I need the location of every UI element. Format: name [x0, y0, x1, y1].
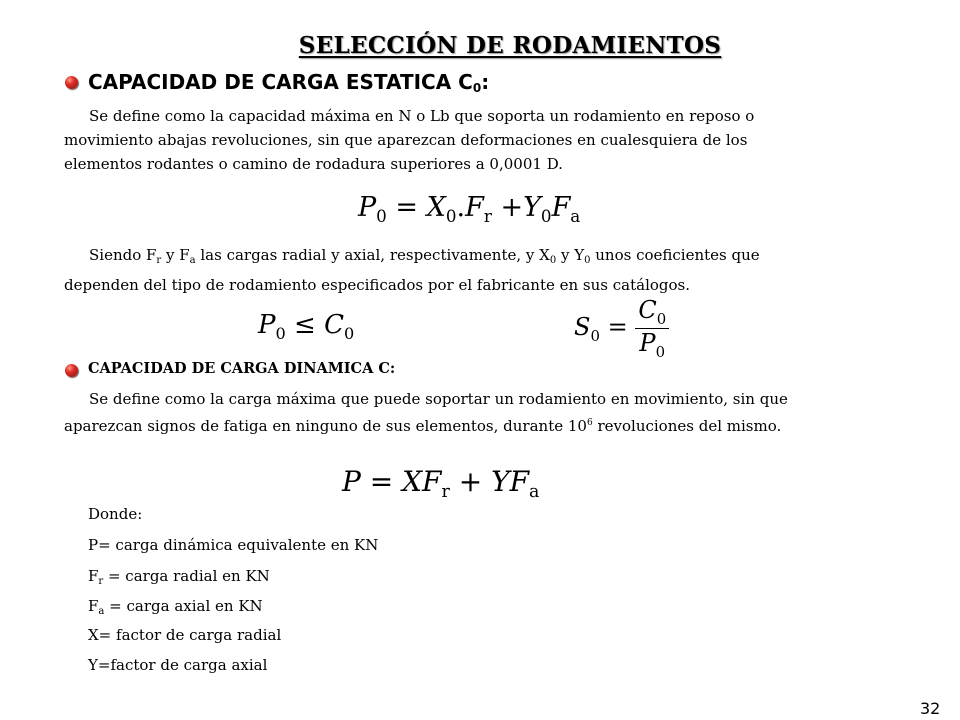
section-dynamic-heading: CAPACIDAD DE CARGA DINAMICA C: — [88, 360, 396, 377]
static-definition-paragraph: Se define como la capacidad máxima en N o Lb que soporta un rodamiento en reposo o movimiento abajas revoluciones, sin que aparezcan deformaciones en cualesquiera de los elementos rodantes o camino de rodadura superiores a 0,0001 D. — [64, 107, 755, 173]
dynamic-definition-paragraph: Se define como la carga máxima que puede soportar un rodamiento en movimiento, sin que aparezcan signos de fatiga en ninguno de sus elementos, durante $10^6$ revoluciones del mismo. — [64, 390, 788, 435]
page-title: SELECCIÓN DE RODAMIENTOS — [298, 32, 722, 59]
dynamic-load-equation: $P = XF_r + YF_a$ — [342, 465, 540, 502]
safety-factor-equation: $S_0$ = $\frac{C_0}{P_0}$ — [574, 296, 669, 361]
bullet-icon — [65, 364, 78, 377]
page-number: 32 — [920, 699, 941, 718]
section-static-heading: CAPACIDAD DE CARGA ESTATICA $C_0$: — [88, 70, 490, 95]
definition-y: Y=factor de carga axial — [88, 656, 268, 674]
bullet-icon — [65, 76, 78, 89]
inequality-equation: $P_0 \le C_0$ — [258, 310, 355, 343]
definition-fr: $F_r$ = carga radial en KN — [88, 567, 270, 587]
definition-fa: $F_a$ = carga axial en KN — [88, 597, 263, 617]
definition-x: X= factor de carga radial — [88, 626, 282, 644]
definition-p: P= carga dinámica equivalente en KN — [88, 536, 379, 554]
static-load-equation: $P_0 = X_0.F_r +Y_0F_a$ — [358, 192, 581, 226]
fraction: $\frac{C_0}{P_0}$ — [635, 296, 669, 361]
coefficients-paragraph: Siendo $F_r$ y $F_a$ las cargas radial y axial, respectivamente, y $X_0$ y $Y_0$ unos coeficientes que dependen del tipo de rodamiento especificados por el fabricante en sus catálogos. — [64, 246, 760, 294]
donde-label: Donde: — [88, 505, 143, 523]
